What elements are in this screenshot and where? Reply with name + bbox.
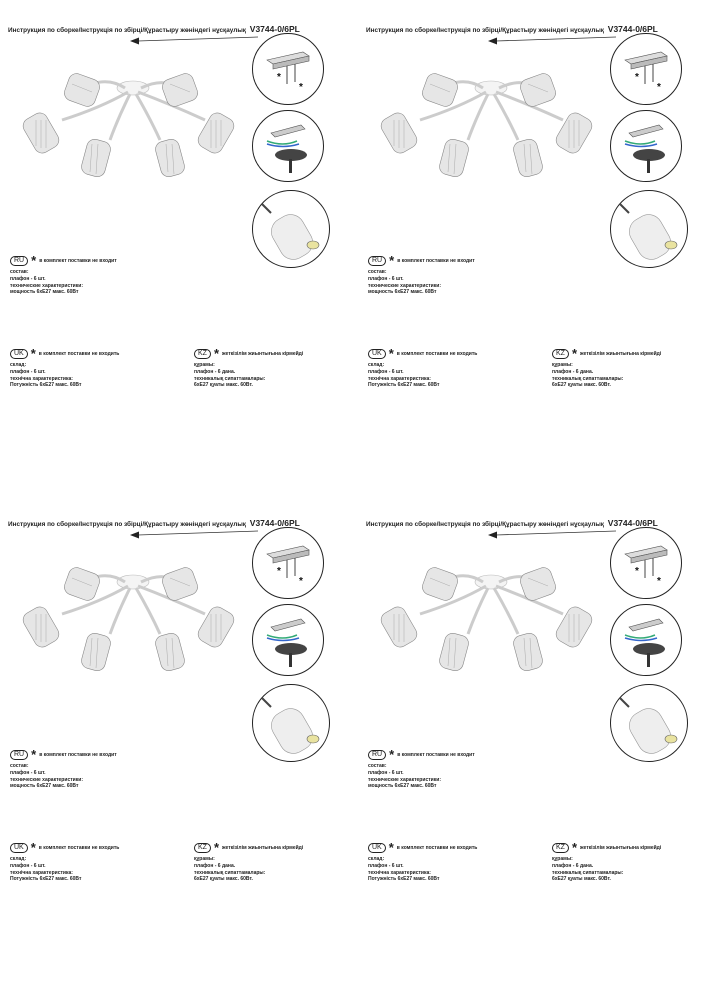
uk-badge: UK: [10, 843, 28, 853]
kz-badge: KZ: [552, 349, 569, 359]
kz-section: KZ * жеткізілім жиынтығына кірмейді құрамы: плафон - 6 дана. техникалық сипаттамалары: 6хЕ27 қуаты макс. 60Вт.: [552, 346, 662, 389]
kz-section: KZ * жеткізілім жиынтығына кірмейді құрамы: плафон - 6 дана. техникалық сипаттамалары: 6хЕ27 қуаты макс. 60Вт.: [194, 840, 304, 883]
mounting-bracket-detail: [252, 527, 324, 599]
star-marker: *: [299, 82, 303, 93]
chandelier-illustration: [0, 48, 250, 178]
ru-section: RU * в комплект поставки не входит состав: плафон - 6 шт. технические характеристики: мощность 6хЕ27 макс. 60Вт: [368, 253, 475, 296]
shade-installation-detail: [610, 684, 688, 762]
instruction-panel-3: [0, 494, 340, 964]
model-number: V3744-0/6PL: [607, 24, 658, 34]
shade-installation-detail: [610, 190, 688, 268]
ru-badge: RU: [368, 256, 386, 266]
wiring-connection-detail: [610, 110, 682, 182]
chandelier-illustration: [0, 542, 250, 672]
instruction-title: Инструкция по сборке/Інструкція по збірці/Құрастыру жөніндегі нұсқаулық V3744-0/6PL: [8, 518, 300, 528]
pointer-arrow: [130, 36, 260, 46]
kz-badge: KZ: [552, 843, 569, 853]
mounting-bracket-detail: [252, 33, 324, 105]
star-marker: *: [571, 840, 578, 855]
wiring-connection-detail: [610, 604, 682, 676]
ru-section: RU * в комплект поставки не входит состав: плафон - 6 шт. технические характеристики: мощность 6хЕ27 макс. 60Вт: [10, 747, 117, 790]
uk-section: UK * в комплект поставки не входить склад: плафон - 6 шт. технічна характеристика: Потужність 6хЕ27 макс. 60Вт: [10, 346, 120, 389]
star-marker: *: [213, 840, 220, 855]
star-marker: *: [635, 566, 639, 577]
star-marker: *: [277, 566, 281, 577]
pointer-arrow: [488, 530, 618, 540]
star-marker: *: [277, 72, 281, 83]
pointer-arrow: [488, 36, 618, 46]
mounting-bracket-detail: [610, 33, 682, 105]
star-marker: *: [657, 576, 661, 587]
ru-badge: RU: [368, 750, 386, 760]
instruction-title: Инструкция по сборке/Інструкція по збірці/Құрастыру жөніндегі нұсқаулық V3744-0/6PL: [366, 24, 658, 34]
instruction-panel-2: [358, 0, 698, 470]
kz-badge: KZ: [194, 843, 211, 853]
wiring-connection-detail: [252, 604, 324, 676]
uk-badge: UK: [368, 349, 386, 359]
model-number: V3744-0/6PL: [249, 24, 300, 34]
model-number: V3744-0/6PL: [607, 518, 658, 528]
star-marker: *: [31, 747, 37, 762]
star-marker: *: [388, 840, 394, 855]
uk-badge: UK: [368, 843, 386, 853]
uk-badge: UK: [10, 349, 28, 359]
uk-section: UK * в комплект поставки не входить склад: плафон - 6 шт. технічна характеристика: Потужність 6хЕ27 макс. 60Вт: [10, 840, 120, 883]
star-marker: *: [30, 346, 36, 361]
star-marker: *: [635, 72, 639, 83]
star-marker: *: [30, 840, 36, 855]
shade-installation-detail: [252, 190, 330, 268]
kz-badge: KZ: [194, 349, 211, 359]
shade-installation-detail: [252, 684, 330, 762]
instruction-panel-4: [358, 494, 698, 964]
kz-section: KZ * жеткізілім жиынтығына кірмейді құрамы: плафон - 6 дана. техникалық сипаттамалары: 6хЕ27 қуаты макс. 60Вт.: [552, 840, 662, 883]
ru-badge: RU: [10, 256, 28, 266]
star-marker: *: [571, 346, 578, 361]
chandelier-illustration: [358, 542, 608, 672]
star-marker: *: [657, 82, 661, 93]
ru-section: RU * в комплект поставки не входит состав: плафон - 6 шт. технические характеристики: мощность 6хЕ27 макс. 60Вт: [10, 253, 117, 296]
model-number: V3744-0/6PL: [249, 518, 300, 528]
wiring-connection-detail: [252, 110, 324, 182]
instruction-title: Инструкция по сборке/Інструкція по збірці/Құрастыру жөніндегі нұсқаулық V3744-0/6PL: [366, 518, 658, 528]
kz-section: KZ * жеткізілім жиынтығына кірмейді құрамы: плафон - 6 дана. техникалық сипаттамалары: 6хЕ27 қуаты макс. 60Вт.: [194, 346, 304, 389]
instruction-title: Инструкция по сборке/Інструкція по збірці/Құрастыру жөніндегі нұсқаулық V3744-0/6PL: [8, 24, 300, 34]
pointer-arrow: [130, 530, 260, 540]
star-marker: *: [31, 253, 37, 268]
ru-badge: RU: [10, 750, 28, 760]
uk-section: UK * в комплект поставки не входить склад: плафон - 6 шт. технічна характеристика: Потужність 6хЕ27 макс. 60Вт: [368, 840, 478, 883]
mounting-bracket-detail: [610, 527, 682, 599]
star-marker: *: [389, 747, 395, 762]
star-marker: *: [389, 253, 395, 268]
star-marker: *: [213, 346, 220, 361]
star-marker: *: [299, 576, 303, 587]
ru-section: RU * в комплект поставки не входит состав: плафон - 6 шт. технические характеристики: мощность 6хЕ27 макс. 60Вт: [368, 747, 475, 790]
star-marker: *: [388, 346, 394, 361]
uk-section: UK * в комплект поставки не входить склад: плафон - 6 шт. технічна характеристика: Потужність 6хЕ27 макс. 60Вт: [368, 346, 478, 389]
chandelier-illustration: [358, 48, 608, 178]
instruction-panel-1: [0, 0, 340, 470]
